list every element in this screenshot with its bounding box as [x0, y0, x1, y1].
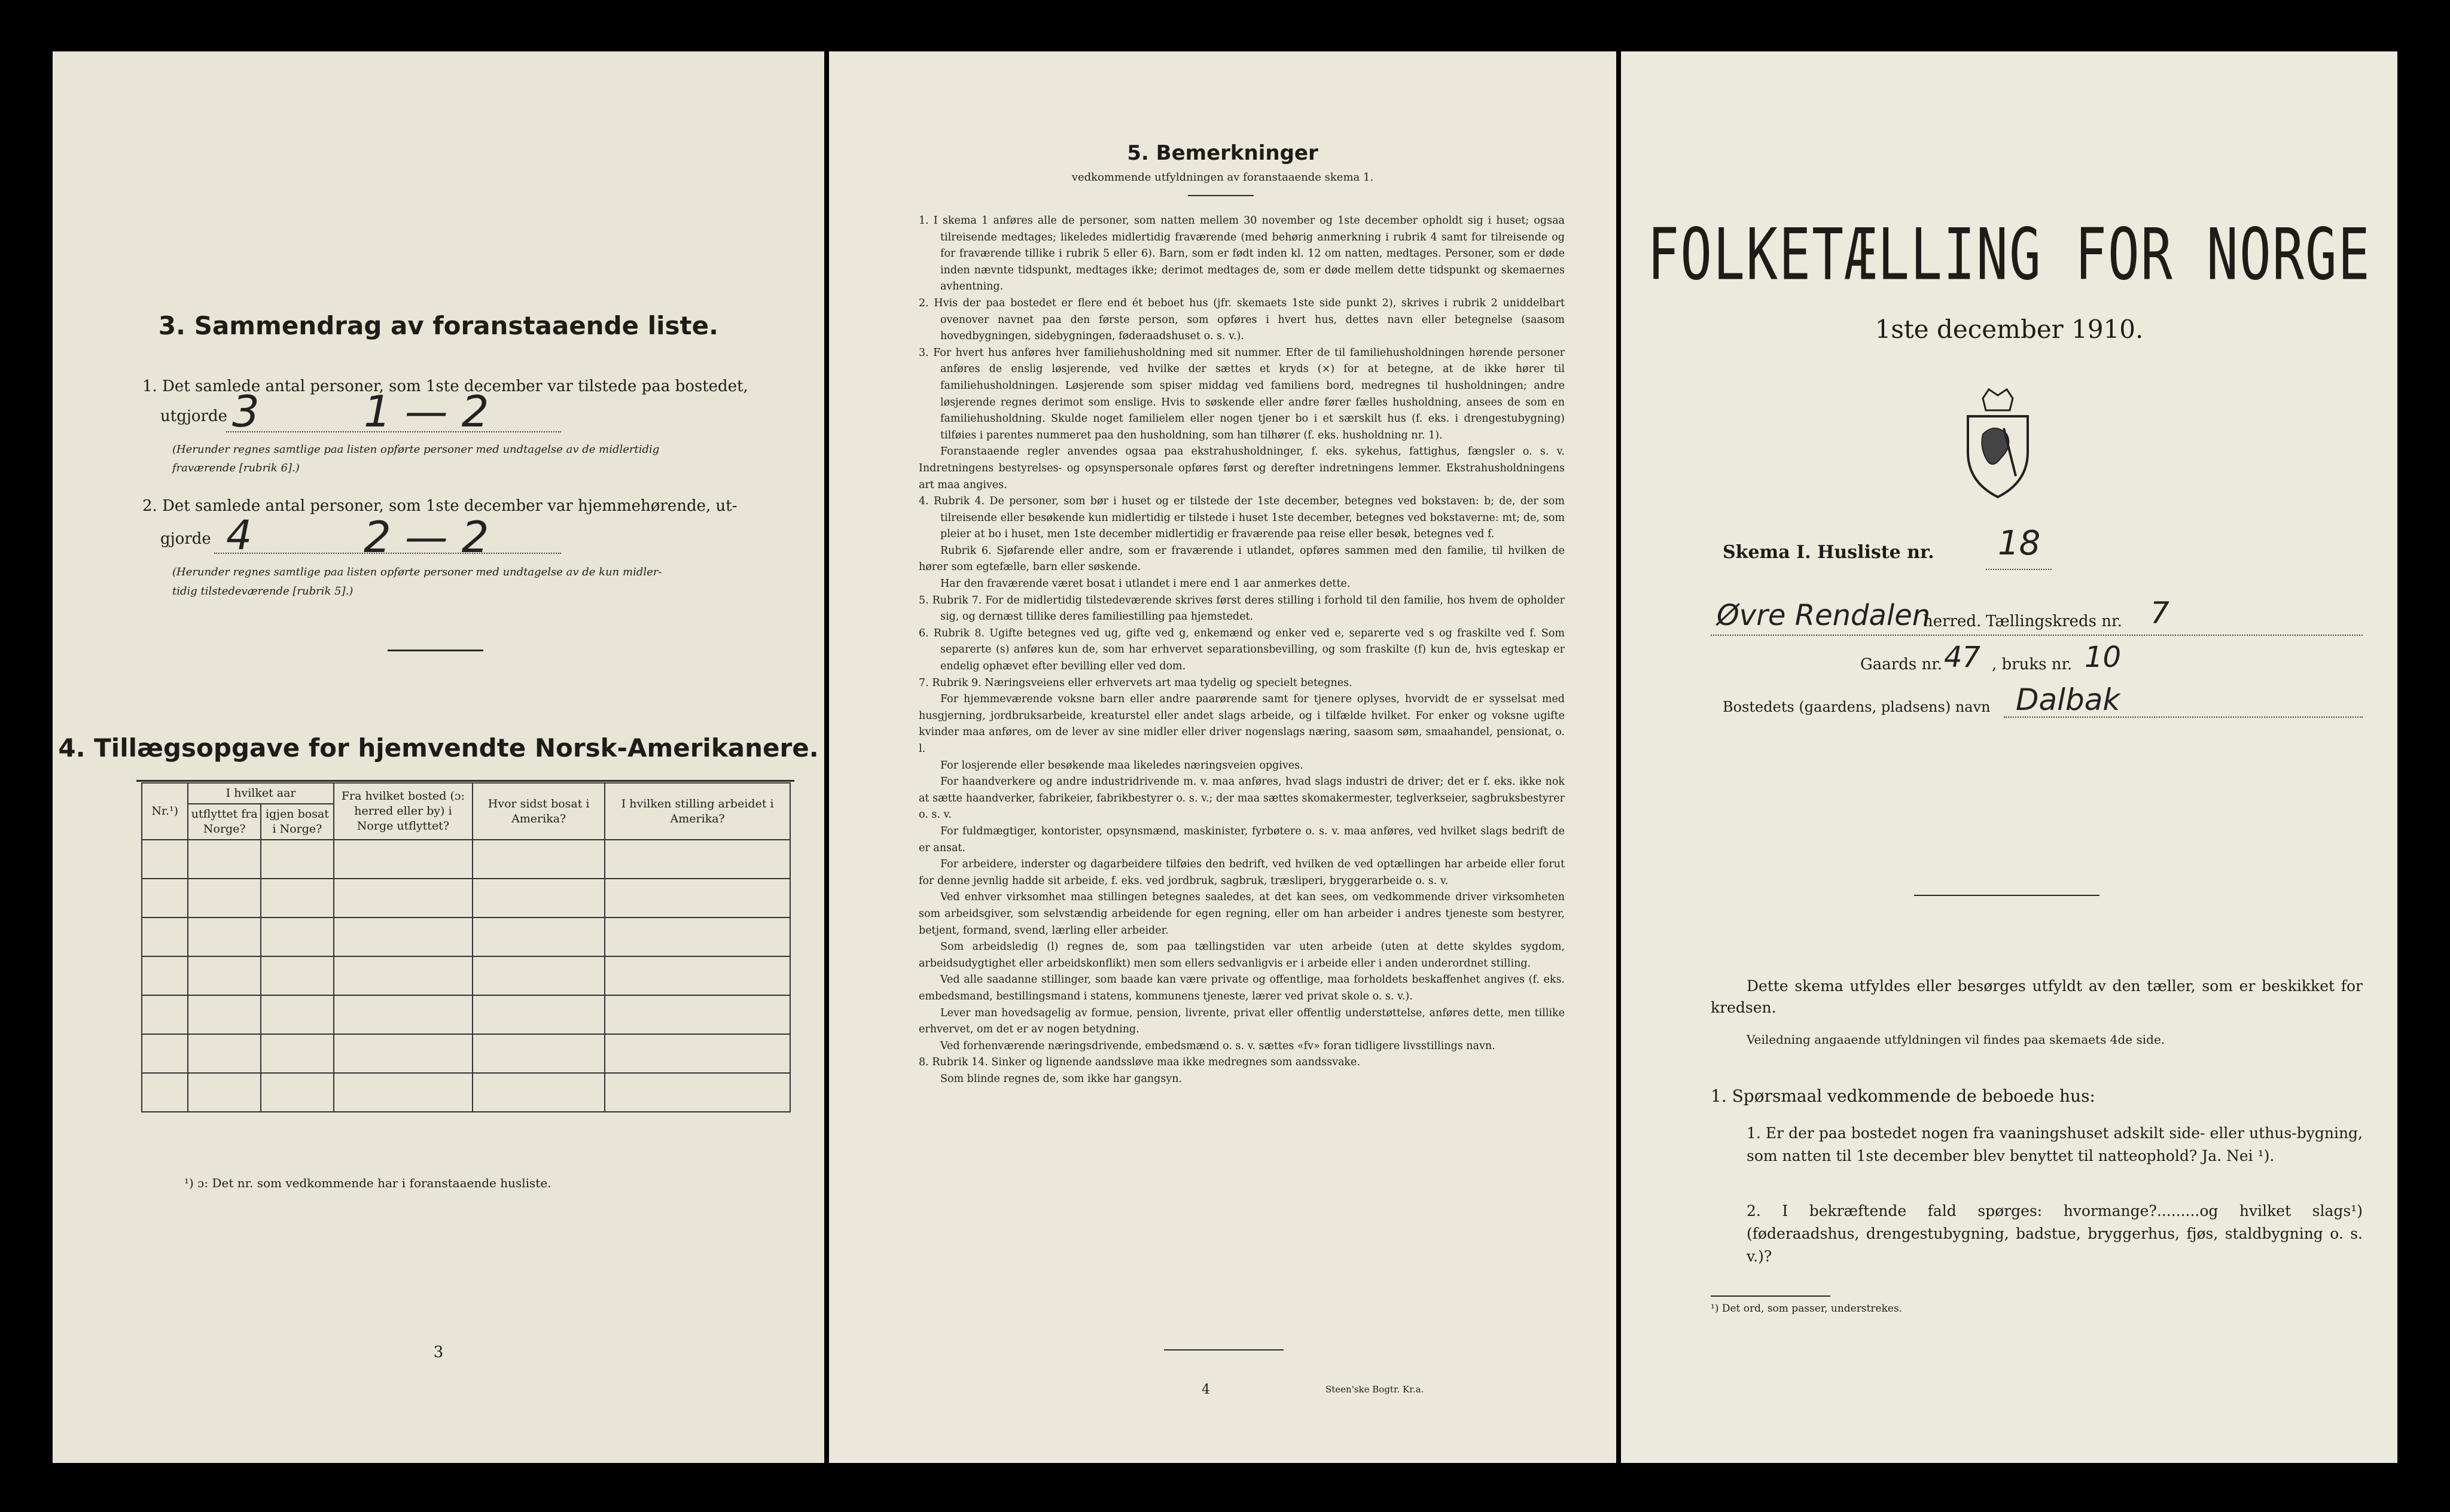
remark-7h: Som arbeidsledig (l) regnes de, som paa tællingstiden var uten arbeide (uten at dette skyldes sygdom, arbeidsudygtighet eller arbeidskonflikt) men som ellers sedvanligvis er i arbeide eller i anden underordnet stilling.: [919, 941, 1565, 970]
herred-dotted-line: [1711, 635, 2363, 636]
kreds-label: Tællingskreds nr.: [1986, 612, 2122, 630]
remark-1: 1. I skema 1 anføres alle de personer, som natten mellem 30 november og 1ste december opholdt sig i huset; ogsaa tilreisende medtages; likeledes midlertidig fraværende (med behørig anmerkning i rubrik 4 samt for tilreisende og for fraværende tillike i rubrik 5 eller 6). Barn, som er født inden kl. 12 om natten, medtages. Personer, som er døde inden nævnte tidspunkt, medtages ikke; derimot medtages de, som er døde mellem dette tidspunkt og skemaernes avhentning.: [919, 215, 1565, 293]
bosted-dotted-line: [2004, 717, 2363, 718]
schema-label: Skema I. Husliste nr.: [1723, 542, 1934, 563]
remark-7i: Ved alle saadanne stillinger, som baade kan være private og offentlige, maa forholdets beskaffenhet angives (f. eks. embedsmand, bestillingsmand i statens, kommunens tjeneste, lærer ved privat skole o. s. v.).: [919, 974, 1565, 1002]
remark-7k: Ved forhenværende næringsdrivende, embedsmænd o. s. v. sættes «fv» foran tidligere livsstillings navn.: [940, 1040, 1495, 1052]
remark-8: 8. Rubrik 14. Sinker og lignende aandssløve maa ikke medregnes som aandssvake.: [919, 1056, 1360, 1069]
left-page: [53, 51, 824, 1463]
remark-4c: Har den fraværende været bosat i utlandet i mere end 1 aar anmerkes dette.: [940, 578, 1351, 590]
remark-7g: Ved enhver virksomhet maa stillingen betegnes saaledes, at det kan sees, om vedkommende driver virksomheten som arbeidsgiver, som selvstændig arbeidende for egen regning, eller om han arbeider i andres tjeneste som bestyrer, betjent, formand, svend, lærling eller arbeider.: [919, 891, 1565, 937]
section3-title: 3. Sammendrag av foranstaaende liste.: [158, 311, 719, 340]
remark-4: 4. Rubrik 4. De personer, som bør i huset og er tilstede der 1ste december, betegnes ved bokstaven: b; de, der som tilreisende eller besøkende kun midlertidig er tilstede i huset 1ste december, betegnes ved bokstaverne: mt; de, som pleier at bo i huset, men 1ste december midlertidig er fraværende paa reise eller besøk, betegnes ved f.: [919, 495, 1565, 541]
herred-value: Øvre Rendalen: [1717, 599, 1931, 632]
table-footnote: ¹) ɔ: Det nr. som vedkommende har i foranstaaende husliste.: [184, 1176, 551, 1190]
col-returned: igjen bosat i Norge?: [261, 804, 334, 840]
col-nr: Nr.¹): [142, 783, 188, 840]
page-number: 4: [1202, 1382, 1210, 1397]
coat-of-arms-icon: [1959, 386, 2037, 500]
remark-5: 5. Rubrik 7. For de midlertidig tilstedeværende skrives først deres stilling i forhold til den familie, hos hvem de opholder sig, og dernæst tillike deres familiestilling paa hjemstedet.: [919, 594, 1565, 623]
divider: [388, 650, 483, 651]
schema-dotted-line: [1986, 569, 2052, 570]
herred-label: herred.: [1923, 612, 1982, 630]
item1-prefix: utgjorde: [160, 407, 228, 425]
col-position: I hvilken stilling arbeidet i Amerika?: [605, 783, 790, 840]
item2-prefix: gjorde: [160, 530, 211, 548]
norsk-amerikanere-table: [141, 782, 791, 1112]
remarks-list: [919, 213, 1565, 1087]
remark-3b: Foranstaaende regler anvendes ogsaa paa ekstrahusholdninger, f. eks. sykehus, fattighus, fængsler o. s. v. Indretningens bestyrelses- og opsynspersonale opføres først og derefter indretningens lemmer. Ekstrahusholdningens art maa angives.: [919, 446, 1565, 491]
remark-7c: For losjerende eller besøkende maa likeledes næringsveien opgives.: [940, 759, 1303, 772]
table-row: [142, 917, 790, 956]
instruction-2: Veiledning angaaende utfyldningen vil findes paa skemaets 4de side.: [1747, 1032, 2165, 1047]
item1-note-2: fraværende [rubrik 6].): [172, 462, 300, 474]
remark-7b: For hjemmeværende voksne barn eller andre paarørende samt for tjenere oplyses, hvorvidt de er sysselsat med husgjerning, jordbruksarbeide, kreaturstel eller andet slags arbeide, og i tilfælde hvilket. For enker og voksne ugifte kvinder maa anføres, om de lever av sine midler eller driver nogenslags næring, saasom søm, smaahandel, pensionat, o. l.: [919, 693, 1565, 755]
table-row: [142, 995, 790, 1034]
printer-credit: Steen'ske Bogtr. Kr.a.: [1325, 1384, 1424, 1395]
table-row: [142, 956, 790, 995]
table-row: [142, 840, 790, 879]
bruks-value: 10: [2085, 641, 2122, 674]
remark-6: 6. Rubrik 8. Ugifte betegnes ved ug, gifte ved g, enkemænd og enker ved e, separerte ved s og fraskilte ved f. Som separerte (s) anføres kun de, som har erhvervet separationsbevilling, og som fraskilte (f) kun de, hvis egteskap er endelig ophævet efter bevilling eller ved dom.: [919, 627, 1565, 673]
item2-handwritten: 2 — 2: [364, 512, 489, 562]
item1-line1: 1. Det samlede antal personer, som 1ste december var tilstede paa bostedet,: [142, 377, 748, 395]
ornament-divider: [1914, 895, 2099, 896]
col-emigrated: utflyttet fra Norge?: [188, 804, 261, 840]
item2-note-1: (Herunder regnes samtlige paa listen opførte personer med undtagelse av de kun midler-: [172, 566, 662, 578]
census-date: 1ste december 1910.: [1875, 315, 2144, 344]
remark-7j: Lever man hovedsagelig av formue, pension, livrente, privat eller offentlig understøttelse, anføres dette, men tillike erhvervet, om det er av nogen betydning.: [919, 1007, 1565, 1036]
item2-line1: 2. Det samlede antal personer, som 1ste december var hjemmehørende, ut-: [142, 497, 738, 515]
census-title: FOLKETÆLLING FOR NORGE: [1647, 213, 2371, 297]
question-1: 1. Er der paa bostedet nogen fra vaaningshuset adskilt side- eller uthus-bygning, som natten til 1ste december blev benyttet til natteophold? Ja. Nei ¹).: [1747, 1124, 2363, 1165]
remark-2: 2. Hvis der paa bostedet er flere end ét beboet hus (jfr. skemaets 1ste side punkt 2), skrives i rubrik 2 uniddelbart ovenover navnet paa den første person, som opføres i hvert hus, dettes navn eller betegnelse (saasom hovedbygningen, sidebygningen, føderaadshuset o. s. v.).: [919, 297, 1565, 343]
remark-7e: For fuldmægtiger, kontorister, opsynsmænd, maskinister, fyrbøtere o. s. v. maa anføres, ved hvilket slags bedrift de er ansat.: [919, 825, 1565, 854]
col-last: Hvor sidst bosat i Amerika?: [473, 783, 605, 840]
bruks-label: , bruks nr.: [1992, 656, 2073, 673]
remark-7: 7. Rubrik 9. Næringsveiens eller erhvervets art maa tydelig og specielt betegnes.: [919, 676, 1352, 689]
remark-8b: Som blinde regnes de, som ikke har gangsyn.: [940, 1072, 1183, 1085]
instruction-1: Dette skema utfyldes eller besørges utfyldt av den tæller, som er beskikket for kredsen.: [1711, 977, 2363, 1016]
bosted-value: Dalbak: [2016, 682, 2120, 717]
item2-value: 4: [226, 512, 252, 559]
remarks-title: 5. Bemerkninger: [1127, 141, 1318, 165]
section4-title: 4. Tillægsopgave for hjemvendte Norsk-Amerikanere.: [58, 733, 819, 763]
table-row: [142, 1073, 790, 1112]
table-row: [142, 1034, 790, 1073]
middle-page: [829, 51, 1616, 1463]
table-row: [142, 879, 790, 917]
remark-3: 3. For hvert hus anføres hver familiehusholdning med sit nummer. Efter de til familiehusholdningen hørende personer anføres de enslig løsjerende, ved hvilke der sættes et kryds (×) for at betegne, at de ikke hører til familiehusholdningen. Løsjerende som spiser middag ved familiens bord, medregnes til husholdningen; andre løsjerende regnes derimot som enslige. Hvis to søskende eller andre fører fælles husholdning, ansees de som en familiehusholdning. Skulde noget familielem eller nogen tjener bo i et særskilt hus (f. eks. i drengestubygning) tilføies i parentes nummeret paa den husholdning, som han tilhører (f. eks. husholdning nr. 1).: [919, 346, 1565, 441]
remark-7d: For haandverkere og andre industridrivende m. v. maa anføres, hvad slags industri de driver; det er f. eks. ikke nok at sætte haandverker, fabrikeier, fabrikbestyrer o. s. v.; der maa sættes skomakermester, teglverkseier, sagbruksbestyrer o. s. v.: [919, 776, 1565, 821]
right-page: [1621, 51, 2397, 1463]
kreds-value: 7: [2150, 596, 2169, 630]
remark-4b: Rubrik 6. Sjøfarende eller andre, som er fraværende i utlandet, opføres sammen med den familie, til hvilken de hører som egtefælle, barn eller søskende.: [919, 544, 1565, 574]
item1-dotted-line: [226, 431, 561, 432]
bottom-divider: [1164, 1349, 1284, 1351]
item2-note-2: tidig tilstedeværende [rubrik 5].): [172, 585, 354, 598]
item1-handwritten: 1 — 2: [364, 386, 489, 437]
item1-note-1: (Herunder regnes samtlige paa listen opførte personer med undtagelse av de midlertidig: [172, 443, 660, 456]
footnote-rule: [1711, 1295, 1830, 1297]
remarks-divider: [1188, 195, 1254, 196]
table-top-rule: [136, 780, 794, 782]
right-footnote: ¹) Det ord, som passer, understrekes.: [1711, 1303, 1903, 1315]
schema-number: 18: [1998, 524, 2041, 563]
item2-dotted-line: [214, 553, 561, 554]
col-group-year: I hvilket aar: [188, 783, 333, 804]
item1-value: 3: [232, 386, 260, 437]
gaards-label: Gaards nr.: [1860, 656, 1943, 673]
page-number: 3: [433, 1343, 444, 1361]
remark-7f: For arbeidere, inderster og dagarbeidere tilføies den bedrift, ved hvilken de ved optællingen har arbeide eller forut for denne jevnlig hadde sit arbeide, f. eks. ved jordbruk, sagbruk, træsliperi, bryggerarbeide o. s. v.: [919, 858, 1565, 887]
remarks-subtitle: vedkommende utfyldningen av foranstaaende skema 1.: [1071, 171, 1374, 184]
question-2: 2. I bekræftende fald spørges: hvormange?.........og hvilket slags¹) (føderaadshus, drengestubygning, badstue, bryggerhus, fjøs, staldbygning o. s. v.)?: [1747, 1202, 2363, 1265]
question-section: 1. Spørsmaal vedkommende de beboede hus:: [1711, 1086, 2095, 1106]
bosted-label: Bostedets (gaardens, pladsens) navn: [1723, 699, 1991, 715]
col-from: Fra hvilket bosted (ɔ: herred eller by) i Norge utflyttet?: [334, 783, 473, 840]
gaards-value: 47: [1944, 641, 1981, 674]
